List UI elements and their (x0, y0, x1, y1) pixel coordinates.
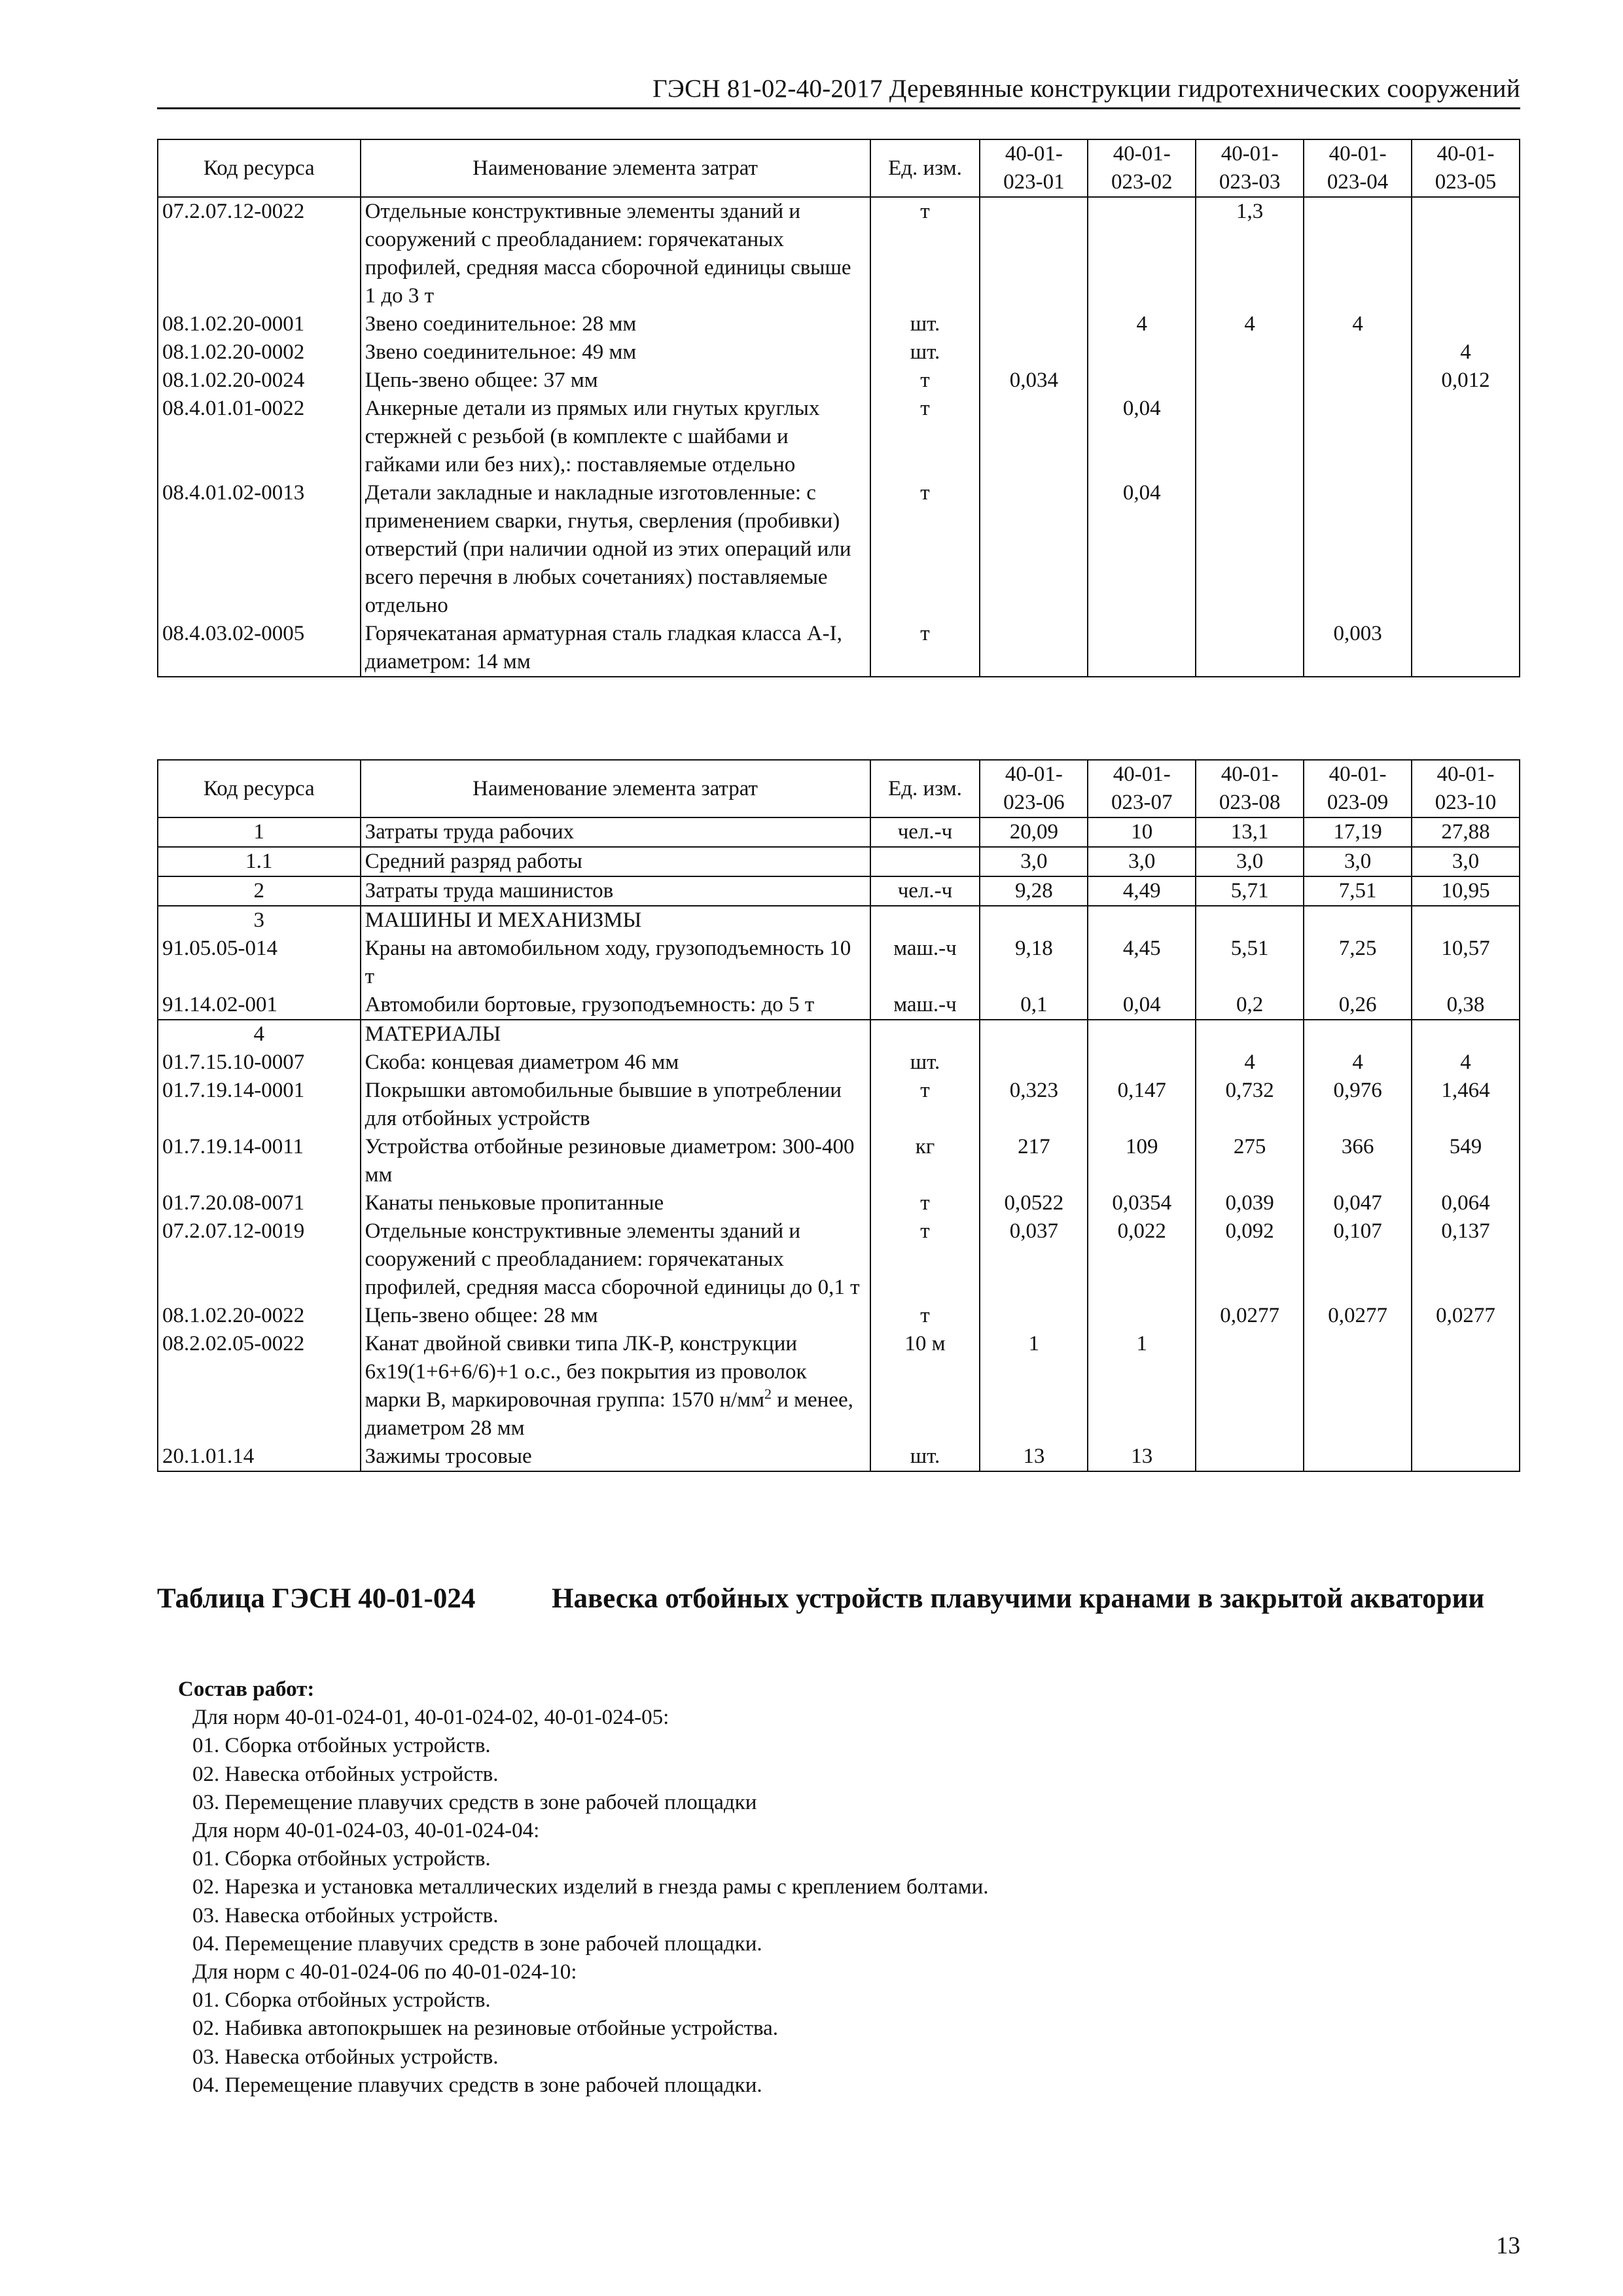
norm-value: 549 (1412, 1133, 1520, 1189)
norm-value (1088, 338, 1196, 367)
norm-value: 13 (980, 1443, 1088, 1471)
col-header-unit: Ед. изм. (870, 760, 980, 817)
resource-code: 1.1 (158, 847, 361, 876)
resource-name: Звено соединительное: 28 мм (361, 310, 870, 338)
norm-value: 0,147 (1088, 1077, 1196, 1133)
resource-code: 07.2.07.12-0022 (158, 197, 361, 310)
norm-value (1304, 479, 1412, 620)
table-row (158, 395, 1520, 479)
resource-code: 08.1.02.20-0001 (158, 310, 361, 338)
resource-name: Горячекатаная арматурная сталь гладкая класса А-I, диаметром: 14 мм (361, 620, 870, 677)
norm-value: 4 (1304, 1049, 1412, 1077)
work-composition-caption: Состав работ: (178, 1677, 315, 1701)
norm-value: 4 (1196, 1049, 1304, 1077)
unit: маш.-ч (870, 991, 980, 1020)
resource-name-part: Канат двойной свивки типа ЛК-Р, конструкции 6х19(1+6+6/6)+1 о.с., без покрытия из проволок марки В, маркировочная группа: 1570 н/мм (365, 1332, 807, 1412)
norm-value: 7,51 (1304, 876, 1412, 906)
resource-code: 08.4.01.01-0022 (158, 395, 361, 479)
table-row (158, 1049, 1520, 1077)
norm-value: 3,0 (1196, 847, 1304, 876)
resource-code: 08.1.02.20-0024 (158, 367, 361, 395)
norm-value (1304, 395, 1412, 479)
col-header-norm: 40-01- 023-09 (1304, 760, 1412, 817)
unit (870, 906, 980, 935)
unit: кг (870, 1133, 980, 1189)
norm-value: 0,012 (1412, 367, 1520, 395)
work-line: 02. Навеска отбойных устройств. (192, 1762, 499, 1786)
table-row (158, 310, 1520, 338)
table-row (158, 338, 1520, 367)
norm-value: 0,107 (1304, 1217, 1412, 1302)
norm-value: 0,047 (1304, 1189, 1412, 1217)
norm-value (1304, 197, 1412, 310)
norm-value (1304, 367, 1412, 395)
norm-value: 0,137 (1412, 1217, 1520, 1302)
resource-code: 08.1.02.20-0002 (158, 338, 361, 367)
norm-value (1088, 906, 1196, 935)
norm-value: 0,04 (1088, 395, 1196, 479)
unit: шт. (870, 310, 980, 338)
resource-name: Цепь-звено общее: 28 мм (361, 1302, 870, 1330)
resource-name: Затраты труда рабочих (361, 817, 870, 847)
resource-code: 08.4.01.02-0013 (158, 479, 361, 620)
norm-value (1196, 906, 1304, 935)
norm-value (1304, 1443, 1412, 1471)
table-title-text: Навеска отбойных устройств плавучими кранами в закрытой акватории (552, 1583, 1485, 1614)
norm-value: 4,49 (1088, 876, 1196, 906)
col-header-norm: 40-01- 023-07 (1088, 760, 1196, 817)
table-row (158, 1443, 1520, 1471)
norm-value (980, 620, 1088, 677)
norm-value (1196, 620, 1304, 677)
norm-value: 0,323 (980, 1077, 1088, 1133)
unit: т (870, 1077, 980, 1133)
table-row (158, 479, 1520, 620)
unit: 10 м (870, 1330, 980, 1443)
resource-name: Краны на автомобильном ходу, грузоподъемность 10 т (361, 935, 870, 991)
unit: т (870, 1189, 980, 1217)
unit: т (870, 479, 980, 620)
norm-value: 0,037 (980, 1217, 1088, 1302)
norm-value: 0,1 (980, 991, 1088, 1020)
norm-value (1304, 338, 1412, 367)
unit (870, 847, 980, 876)
norm-value (1088, 367, 1196, 395)
norm-value (1412, 1020, 1520, 1049)
norm-value: 0,022 (1088, 1217, 1196, 1302)
table-row (158, 991, 1520, 1020)
work-line: 02. Нарезка и установка металлических изделий в гнезда рамы с креплением болтами. (192, 1875, 989, 1899)
norm-value: 13,1 (1196, 817, 1304, 847)
col-header-norm: 40-01- 023-04 (1304, 139, 1412, 197)
norm-value (980, 1049, 1088, 1077)
table-row (158, 1330, 1520, 1443)
resource-code: 01.7.19.14-0011 (158, 1133, 361, 1189)
norm-value: 0,034 (980, 367, 1088, 395)
norm-value: 9,18 (980, 935, 1088, 991)
resource-code: 20.1.01.14 (158, 1443, 361, 1471)
norm-value (1196, 1443, 1304, 1471)
work-line: 02. Набивка автопокрышек на резиновые отбойные устройства. (192, 2017, 779, 2041)
table-row (158, 1302, 1520, 1330)
norm-value (1412, 395, 1520, 479)
norm-value: 366 (1304, 1133, 1412, 1189)
unit: шт. (870, 1443, 980, 1471)
unit: маш.-ч (870, 935, 980, 991)
norm-value: 7,25 (1304, 935, 1412, 991)
norm-value (980, 1302, 1088, 1330)
resource-name: Звено соединительное: 49 мм (361, 338, 870, 367)
table-row (158, 935, 1520, 991)
work-line: 03. Навеска отбойных устройств. (192, 1903, 499, 1928)
resource-name: Цепь-звено общее: 37 мм (361, 367, 870, 395)
resource-name: Отдельные конструктивные элементы зданий и сооружений с преобладанием: горячекатаных профилей, средняя масса сборочной единицы свыше 1 до 3 т (361, 197, 870, 310)
resource-name-part: и менее, диаметром 28 мм (365, 1388, 853, 1440)
norm-value: 0,0277 (1412, 1302, 1520, 1330)
resource-name: МАТЕРИАЛЫ (361, 1020, 870, 1049)
norm-value: 5,51 (1196, 935, 1304, 991)
norm-value: 0,38 (1412, 991, 1520, 1020)
unit (870, 1020, 980, 1049)
resource-name: Анкерные детали из прямых или гнутых круглых стержней с резьбой (в комплекте с шайбами и гайками или без них),: поставляемые отдельно (361, 395, 870, 479)
norm-value: 3,0 (980, 847, 1088, 876)
table-row (158, 367, 1520, 395)
table-row (158, 197, 1520, 310)
norm-value: 217 (980, 1133, 1088, 1189)
table-row (158, 1189, 1520, 1217)
norm-value: 9,28 (980, 876, 1088, 906)
col-header-norm: 40-01- 023-08 (1196, 760, 1304, 817)
norm-value: 0,2 (1196, 991, 1304, 1020)
norm-value: 4 (1088, 310, 1196, 338)
header-rule (157, 107, 1520, 109)
resource-code: 08.4.03.02-0005 (158, 620, 361, 677)
norm-value: 0,26 (1304, 991, 1412, 1020)
resource-code: 91.05.05-014 (158, 935, 361, 991)
work-line: 03. Перемещение плавучих средств в зоне рабочей площадки (192, 1790, 757, 1814)
norm-value: 10 (1088, 817, 1196, 847)
unit: т (870, 620, 980, 677)
norm-value (1088, 1302, 1196, 1330)
unit: т (870, 1302, 980, 1330)
work-line: 01. Сборка отбойных устройств. (192, 1988, 491, 2013)
resource-name: Канаты пеньковые пропитанные (361, 1189, 870, 1217)
work-line: 03. Навеска отбойных устройств. (192, 2045, 499, 2069)
unit: чел.-ч (870, 876, 980, 906)
norm-value: 1,3 (1196, 197, 1304, 310)
resource-code: 91.14.02-001 (158, 991, 361, 1020)
table-row (158, 1217, 1520, 1302)
norm-value: 4 (1304, 310, 1412, 338)
resource-table-1 (157, 139, 1520, 677)
resource-name: Детали закладные и накладные изготовленные: с применением сварки, гнутья, сверления (пробивки) отверстий (при наличии одной из этих операций или всего перечня в любых сочетаниях) поставляемые отдельно (361, 479, 870, 620)
norm-value (1196, 479, 1304, 620)
norm-value: 109 (1088, 1133, 1196, 1189)
col-header-norm: 40-01- 023-10 (1412, 760, 1520, 817)
resource-code: 08.2.02.05-0022 (158, 1330, 361, 1443)
resource-name (361, 1330, 870, 1443)
norm-value: 0,04 (1088, 479, 1196, 620)
norm-value: 10,57 (1412, 935, 1520, 991)
norm-value: 0,0277 (1304, 1302, 1412, 1330)
resource-name: Средний разряд работы (361, 847, 870, 876)
work-composition (178, 1676, 989, 2100)
norm-value: 3,0 (1088, 847, 1196, 876)
norm-value: 10,95 (1412, 876, 1520, 906)
norm-value (980, 1020, 1088, 1049)
norm-value (1412, 310, 1520, 338)
col-header-code: Код ресурса (158, 139, 361, 197)
norm-value: 1 (1088, 1330, 1196, 1443)
table-row (158, 1077, 1520, 1133)
norm-value (980, 395, 1088, 479)
norm-value (1412, 906, 1520, 935)
col-header-norm: 40-01- 023-06 (980, 760, 1088, 817)
norm-value: 27,88 (1412, 817, 1520, 847)
norm-value (1304, 1330, 1412, 1443)
resource-code: 08.1.02.20-0022 (158, 1302, 361, 1330)
table-row (158, 876, 1520, 906)
norm-value: 0,04 (1088, 991, 1196, 1020)
unit: т (870, 367, 980, 395)
table-row (158, 906, 1520, 935)
norm-value (1196, 338, 1304, 367)
norm-value: 4 (1196, 310, 1304, 338)
resource-name: Затраты труда машинистов (361, 876, 870, 906)
norm-value: 0,039 (1196, 1189, 1304, 1217)
unit: шт. (870, 1049, 980, 1077)
norm-value: 275 (1196, 1133, 1304, 1189)
col-header-name: Наименование элемента затрат (361, 760, 870, 817)
norm-value (1304, 1020, 1412, 1049)
resource-code: 1 (158, 817, 361, 847)
norm-value: 17,19 (1304, 817, 1412, 847)
norm-value: 0,003 (1304, 620, 1412, 677)
table-row (158, 847, 1520, 876)
work-line: 01. Сборка отбойных устройств. (192, 1847, 491, 1871)
norm-value: 3,0 (1412, 847, 1520, 876)
norm-value: 13 (1088, 1443, 1196, 1471)
col-header-unit: Ед. изм. (870, 139, 980, 197)
work-line: 04. Перемещение плавучих средств в зоне рабочей площадки. (192, 2073, 762, 2097)
resource-name: Отдельные конструктивные элементы зданий и сооружений с преобладанием: горячекатаных профилей, средняя масса сборочной единицы до 0,1 т (361, 1217, 870, 1302)
norm-value: 0,0522 (980, 1189, 1088, 1217)
table-row (158, 620, 1520, 677)
resource-code: 01.7.20.08-0071 (158, 1189, 361, 1217)
col-header-norm: 40-01- 023-05 (1412, 139, 1520, 197)
table-row (158, 1020, 1520, 1049)
superscript: 2 (764, 1386, 772, 1402)
table-row (158, 817, 1520, 847)
norm-value: 0,976 (1304, 1077, 1412, 1133)
resource-code: 07.2.07.12-0019 (158, 1217, 361, 1302)
norm-value: 0,092 (1196, 1217, 1304, 1302)
resource-code: 3 (158, 906, 361, 935)
norm-value: 3,0 (1304, 847, 1412, 876)
norm-value (1412, 1443, 1520, 1471)
norm-value (1412, 479, 1520, 620)
work-line: 04. Перемещение плавучих средств в зоне рабочей площадки. (192, 1931, 762, 1956)
norm-value: 0,064 (1412, 1189, 1520, 1217)
resource-name: Устройства отбойные резиновые диаметром: 300-400 мм (361, 1133, 870, 1189)
col-header-norm: 40-01- 023-03 (1196, 139, 1304, 197)
norm-value: 0,732 (1196, 1077, 1304, 1133)
norm-value (1196, 367, 1304, 395)
resource-code: 2 (158, 876, 361, 906)
unit: шт. (870, 338, 980, 367)
resource-name: Автомобили бортовые, грузоподъемность: до 5 т (361, 991, 870, 1020)
resource-name: Покрышки автомобильные бывшие в употреблении для отбойных устройств (361, 1077, 870, 1133)
norm-value (980, 338, 1088, 367)
resource-code: 01.7.19.14-0001 (158, 1077, 361, 1133)
work-line: 01. Сборка отбойных устройств. (192, 1734, 491, 1758)
norm-value (1088, 620, 1196, 677)
resource-name: Зажимы тросовые (361, 1443, 870, 1471)
work-line: Для норм 40-01-024-03, 40-01-024-04: (192, 1819, 540, 1843)
norm-value: 0,0354 (1088, 1189, 1196, 1217)
norm-value: 20,09 (980, 817, 1088, 847)
running-header: ГЭСН 81-02-40-2017 Деревянные конструкции гидротехнических сооружений (652, 75, 1520, 103)
norm-value (1196, 1020, 1304, 1049)
norm-value (1088, 1020, 1196, 1049)
col-header-norm: 40-01- 023-01 (980, 139, 1088, 197)
resource-name: МАШИНЫ И МЕХАНИЗМЫ (361, 906, 870, 935)
resource-code: 01.7.15.10-0007 (158, 1049, 361, 1077)
norm-value (1412, 1330, 1520, 1443)
norm-value (980, 479, 1088, 620)
norm-value: 4 (1412, 1049, 1520, 1077)
norm-value (1196, 1330, 1304, 1443)
col-header-name: Наименование элемента затрат (361, 139, 870, 197)
work-line: Для норм с 40-01-024-06 по 40-01-024-10: (192, 1960, 577, 1984)
norm-value (1196, 395, 1304, 479)
norm-value (1088, 1049, 1196, 1077)
work-line: Для норм 40-01-024-01, 40-01-024-02, 40-01-024-05: (192, 1706, 669, 1730)
norm-value (980, 197, 1088, 310)
norm-value (1304, 906, 1412, 935)
page-number: 13 (1496, 2233, 1520, 2259)
norm-value (1412, 197, 1520, 310)
norm-value: 0,0277 (1196, 1302, 1304, 1330)
resource-table-2 (157, 759, 1520, 1472)
norm-value: 4,45 (1088, 935, 1196, 991)
norm-value (980, 906, 1088, 935)
unit: т (870, 395, 980, 479)
norm-value: 5,71 (1196, 876, 1304, 906)
unit: т (870, 1217, 980, 1302)
unit: чел.-ч (870, 817, 980, 847)
resource-code: 4 (158, 1020, 361, 1049)
norm-value: 1 (980, 1330, 1088, 1443)
col-header-norm: 40-01- 023-02 (1088, 139, 1196, 197)
norm-value: 1,464 (1412, 1077, 1520, 1133)
norm-value (1088, 197, 1196, 310)
norm-value (1412, 620, 1520, 677)
table-title-label: Таблица ГЭСН 40-01-024 (157, 1583, 476, 1614)
norm-value (980, 310, 1088, 338)
col-header-code: Код ресурса (158, 760, 361, 817)
table-row (158, 1133, 1520, 1189)
norm-value: 4 (1412, 338, 1520, 367)
unit: т (870, 197, 980, 310)
resource-name: Скоба: концевая диаметром 46 мм (361, 1049, 870, 1077)
